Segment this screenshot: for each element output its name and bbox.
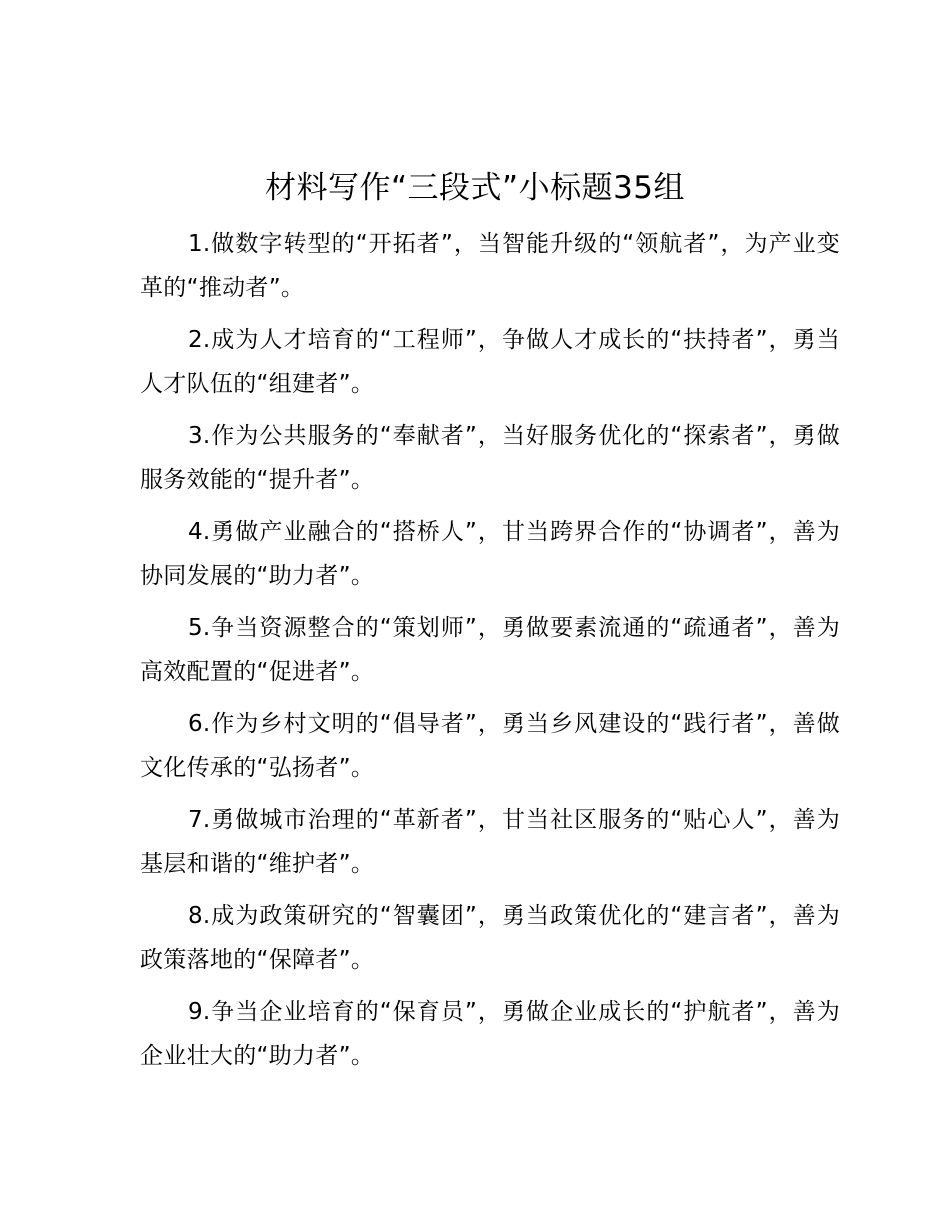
list-item-7: 7.勇做城市治理的“革新者”，甘当社区服务的“贴心人”，善为基层和谐的“维护者”。 xyxy=(140,807,840,877)
list-item-3: 3.作为公共服务的“奉献者”，当好服务优化的“探索者”，勇做服务效能的“提升者”。 xyxy=(140,423,840,493)
list-item-4: 4.勇做产业融合的“搭桥人”，甘当跨界合作的“协调者”，善为协同发展的“助力者”。 xyxy=(140,519,840,589)
list-item-9: 9.争当企业培育的“保育员”，勇做企业成长的“护航者”，善为企业壮大的“助力者”。 xyxy=(140,999,840,1069)
list-item-6: 6.作为乡村文明的“倡导者”，勇当乡风建设的“践行者”，善做文化传承的“弘扬者”。 xyxy=(140,711,840,781)
list-item-1: 1.做数字转型的“开拓者”，当智能升级的“领航者”，为产业变革的“推动者”。 xyxy=(140,231,840,301)
list-item-8: 8.成为政策研究的“智囊团”，勇当政策优化的“建言者”，善为政策落地的“保障者”。 xyxy=(140,903,840,973)
list-item-2: 2.成为人才培育的“工程师”，争做人才成长的“扶持者”，勇当人才队伍的“组建者”。 xyxy=(140,327,840,397)
list-item-5: 5.争当资源整合的“策划师”，勇做要素流通的“疏通者”，善为高效配置的“促进者”。 xyxy=(140,615,840,685)
page-title: 材料写作“三段式”小标题35组 xyxy=(264,170,686,206)
